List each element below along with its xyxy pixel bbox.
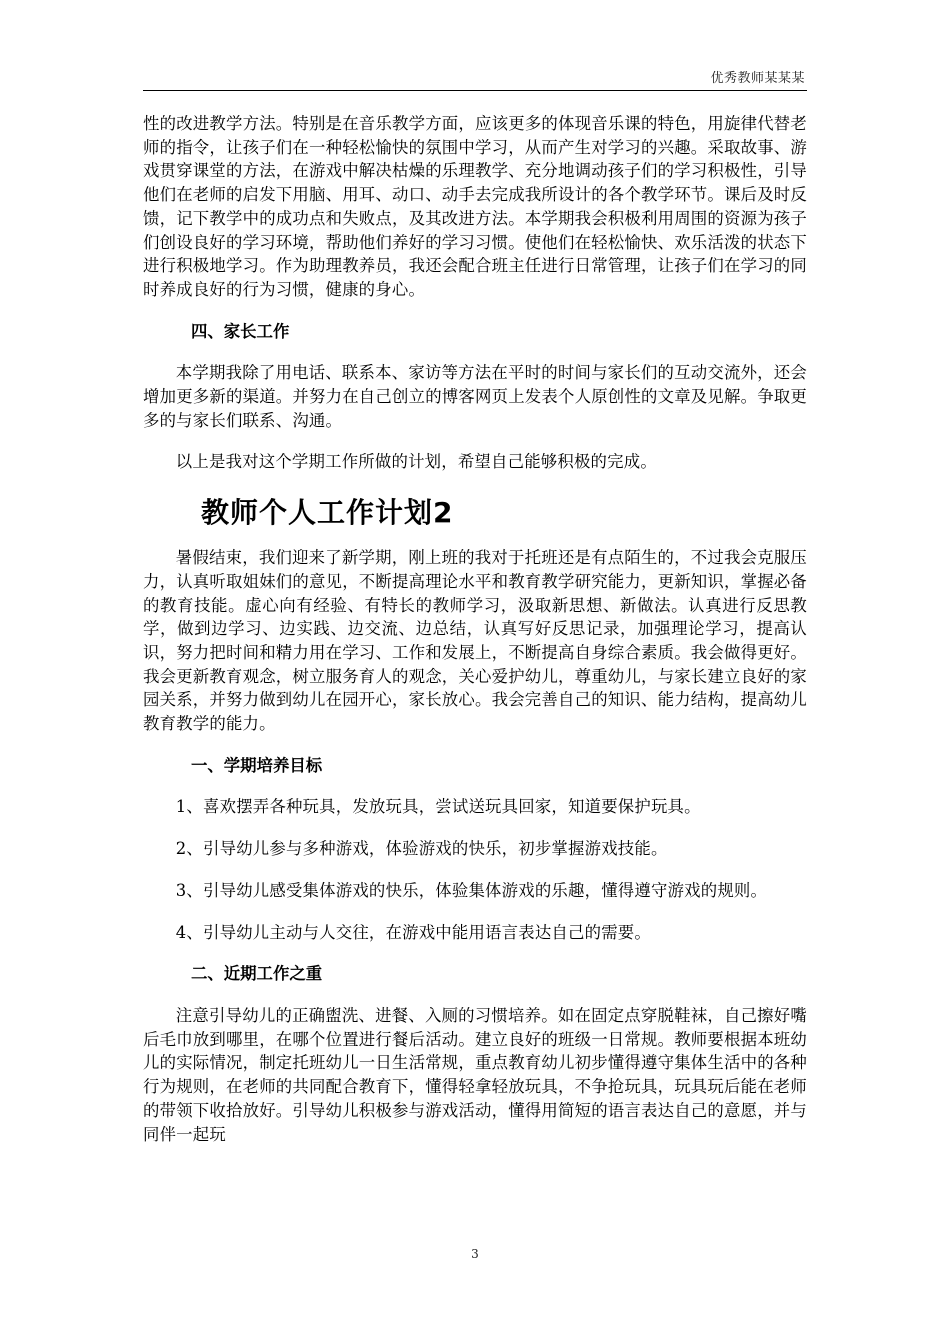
intro-paragraph: 暑假结束，我们迎来了新学期，刚上班的我对于托班还是有点陌生的，不过我会克服压力，认真听取姐妹们的意见，不断提高理论水平和教育教学研究能力，更新知识，掌握必备的教育技能。虚心向有经验、有特长的教师学习，汲取新思想、新做法。认真进行反思教学，做到边学习、边实践、边交流、边总结，认真写好反思记录，加强理论学习，提高认识，努力把时间和精力用在学习、工作和发展上，不断提高自身综合素质。我会做得更好。我会更新教育观念，树立服务育人的观念，关心爱护幼儿，尊重幼儿，与家长建立良好的家园关系，并努力做到幼儿在园开心，家长放心。我会完善自己的知识、能力结构，提高幼儿教育教学的能力。	[143, 548, 807, 734]
continued-paragraph: 性的改进教学方法。特别是在音乐教学方面，应该更多的体现音乐课的特色，用旋律代替老师的指令，让孩子们在一种轻松愉快的氛围中学习，从而产生对学习的兴趣。采取故事、游戏贯穿课堂的方法，在游戏中解决枯燥的乐理教学、充分地调动孩子们的学习积极性，引导他们在老师的启发下用脑、用耳、动口、动手去完成我所设计的各个教学环节。课后及时反馈，记下教学中的成功点和失败点，及其改进方法。本学期我会积极利用周围的资源为孩子们创设良好的学习环境，帮助他们养好的学习习惯。使他们在轻松愉快、欢乐活泼的状态下进行积极地学习。作为助理教养员，我还会配合班主任进行日常管理，让孩子们在学习的同时养成良好的行为习惯，健康的身心。	[143, 114, 807, 299]
goal-item-2: 2、引导幼儿参与多种游戏，体验游戏的快乐，初步掌握游戏技能。	[175, 839, 668, 859]
closing-paragraph: 以上是我对这个学期工作所做的计划，希望自己能够积极的完成。	[175, 452, 657, 472]
section-heading-parents: 四、家长工作	[191, 321, 290, 341]
goal-item-4: 4、引导幼儿主动与人交往，在游戏中能用语言表达自己的需要。	[175, 922, 651, 942]
goal-item-3: 3、引导幼儿感受集体游戏的快乐，体验集体游戏的乐趣，懂得遵守游戏的规则。	[175, 880, 768, 900]
header-author-label: 优秀教师某某某	[710, 71, 805, 86]
document-body	[143, 112, 807, 1146]
page-number: 3	[471, 1247, 479, 1261]
page-header	[143, 62, 807, 91]
goal-item-1: 1、喜欢摆弄各种玩具，发放玩具，尝试送玩具回家，知道要保护玩具。	[175, 797, 701, 817]
section-heading-goals: 一、学期培养目标	[191, 755, 323, 775]
document-title-2: 教师个人工作计划2	[201, 496, 454, 530]
parents-paragraph: 本学期我除了用电话、联系本、家访等方法在平时的时间与家长们的互动交流外，还会增加更多新的渠道。并努力在自己创立的博客网页上发表个人原创性的文章及见解。争取更多的与家长们联系、沟通。	[143, 363, 807, 430]
section-heading-focus: 二、近期工作之重	[191, 964, 323, 984]
focus-paragraph: 注意引导幼儿的正确盥洗、进餐、入厕的习惯培养。如在固定点穿脱鞋袜，自己擦好嘴后毛巾放到哪里，在哪个位置进行餐后活动。建立良好的班级一日常规。教师要根据本班幼儿的实际情况，制定托班幼儿一日生活常规，重点教育幼儿初步懂得遵守集体生活中的各种行为规则，在老师的共同配合教育下，懂得轻拿轻放玩具，不争抢玩具，玩具玩后能在老师的带领下收拾放好。引导幼儿积极参与游戏活动，懂得用简短的语言表达自己的意愿，并与同伴一起玩	[143, 1005, 807, 1144]
